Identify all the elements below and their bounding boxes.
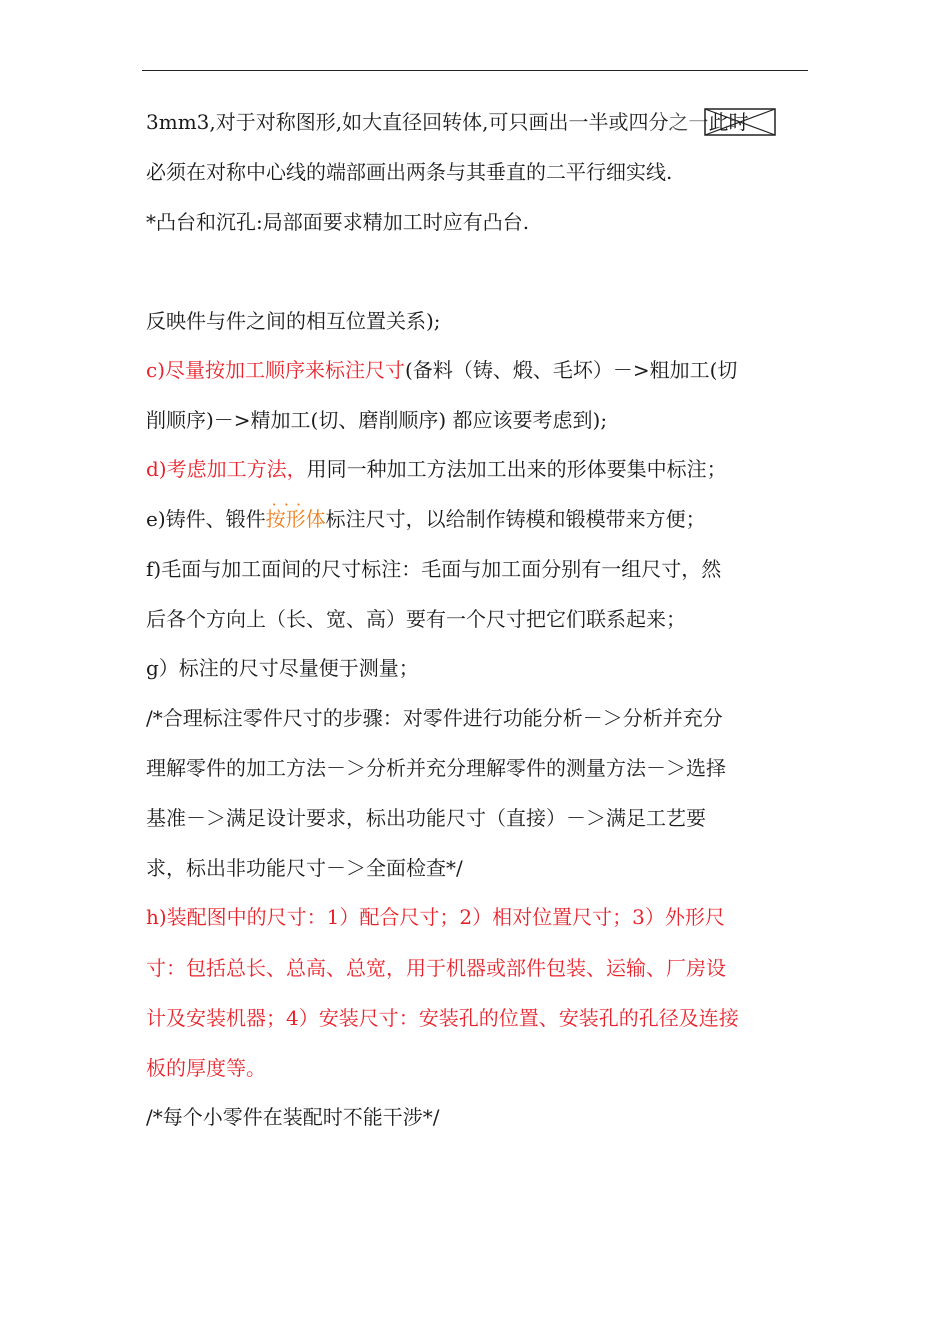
text-segment: 理解零件的加工方法－＞分析并充分理解零件的测量方法－＞选择	[146, 756, 726, 780]
text-line-1	[146, 110, 748, 134]
text-segment: 寸：包括总长、总高、总宽，用于机器或部件包装、运输、厂房设	[146, 956, 726, 980]
text-line-6	[146, 408, 607, 432]
text-segment: 基准－＞满足设计要求，标出功能尺寸（直接）－＞满足工艺要	[146, 806, 706, 830]
highlighted-heading: c)尽量按加工顺序来标注尺寸	[146, 358, 406, 382]
text-segment: 用同一种加工方法加工出来的形体要集中标注；	[306, 457, 727, 481]
text-segment: /*每个小零件在装配时不能干涉*/	[146, 1105, 440, 1129]
text-segment: 板的厚度等。	[146, 1056, 266, 1080]
text-line-19	[146, 1056, 266, 1080]
text-segment: f)毛面与加工面间的尺寸标注：毛面与加工面分别有一组尺寸，然	[146, 557, 722, 581]
text-line-9	[146, 557, 721, 581]
text-segment: g）标注的尺寸尽量便于测量；	[146, 656, 419, 680]
text-segment: (备料（铸、煅、毛坏）－>粗加工(切	[405, 358, 738, 382]
header-rule	[142, 70, 808, 71]
text-segment: 计及安装机器；4）安装尺寸：安装孔的位置、安装孔的孔径及连接	[146, 1006, 739, 1030]
text-line-17	[146, 956, 726, 980]
text-segment: 标注尺寸，以给制作铸模和锻模带来方便；	[325, 507, 706, 531]
text-line-11	[146, 656, 419, 680]
text-line-12	[146, 706, 723, 730]
text-segment: 此时	[708, 110, 749, 134]
text-line-5	[146, 358, 737, 382]
text-segment: e)铸件、锻件	[146, 507, 266, 531]
highlighted-heading: d)考虑加工方法，	[146, 457, 307, 481]
text-segment: 3mm3,对于对称图形,如大直径回转体,可只画出一半或四分	[146, 110, 669, 134]
text-line-16	[146, 905, 725, 929]
text-line-3	[146, 210, 529, 234]
text-segment: 反映件与件之间的相互位置关系);	[146, 309, 441, 333]
text-segment: 后各个方向上（长、宽、高）要有一个尺寸把它们联系起来；	[146, 607, 686, 631]
text-segment: 求，标出非功能尺寸－＞全面检查*/	[146, 856, 463, 880]
text-line-10	[146, 607, 686, 631]
text-line-20	[146, 1105, 439, 1129]
text-segment: 必须在对称中心线的端部画出两条与其垂直的二平行细实线.	[146, 160, 673, 184]
text-line-2	[146, 160, 672, 184]
crossed-out-text: 之一	[668, 110, 709, 134]
text-segment: /*合理标注零件尺寸的步骤：对零件进行功能分析－＞分析并充分	[146, 706, 723, 730]
text-line-4	[146, 309, 441, 333]
text-line-8	[146, 507, 706, 531]
text-line-14	[146, 806, 706, 830]
text-segment: h)装配图中的尺寸：1）配合尺寸；2）相对位置尺寸；3）外形尺	[146, 905, 725, 929]
text-line-7	[146, 457, 727, 481]
text-segment: *凸台和沉孔:局部面要求精加工时应有凸台.	[146, 210, 530, 234]
text-segment: 削顺序)－>精加工(切、磨削顺序) 都应该要考虑到);	[146, 408, 608, 432]
text-line-15	[146, 856, 463, 880]
crossed-box-icon	[704, 108, 776, 136]
emphasis-text: · · · 按形体	[266, 507, 326, 531]
text-line-18	[146, 1006, 739, 1030]
text-line-13	[146, 756, 726, 780]
